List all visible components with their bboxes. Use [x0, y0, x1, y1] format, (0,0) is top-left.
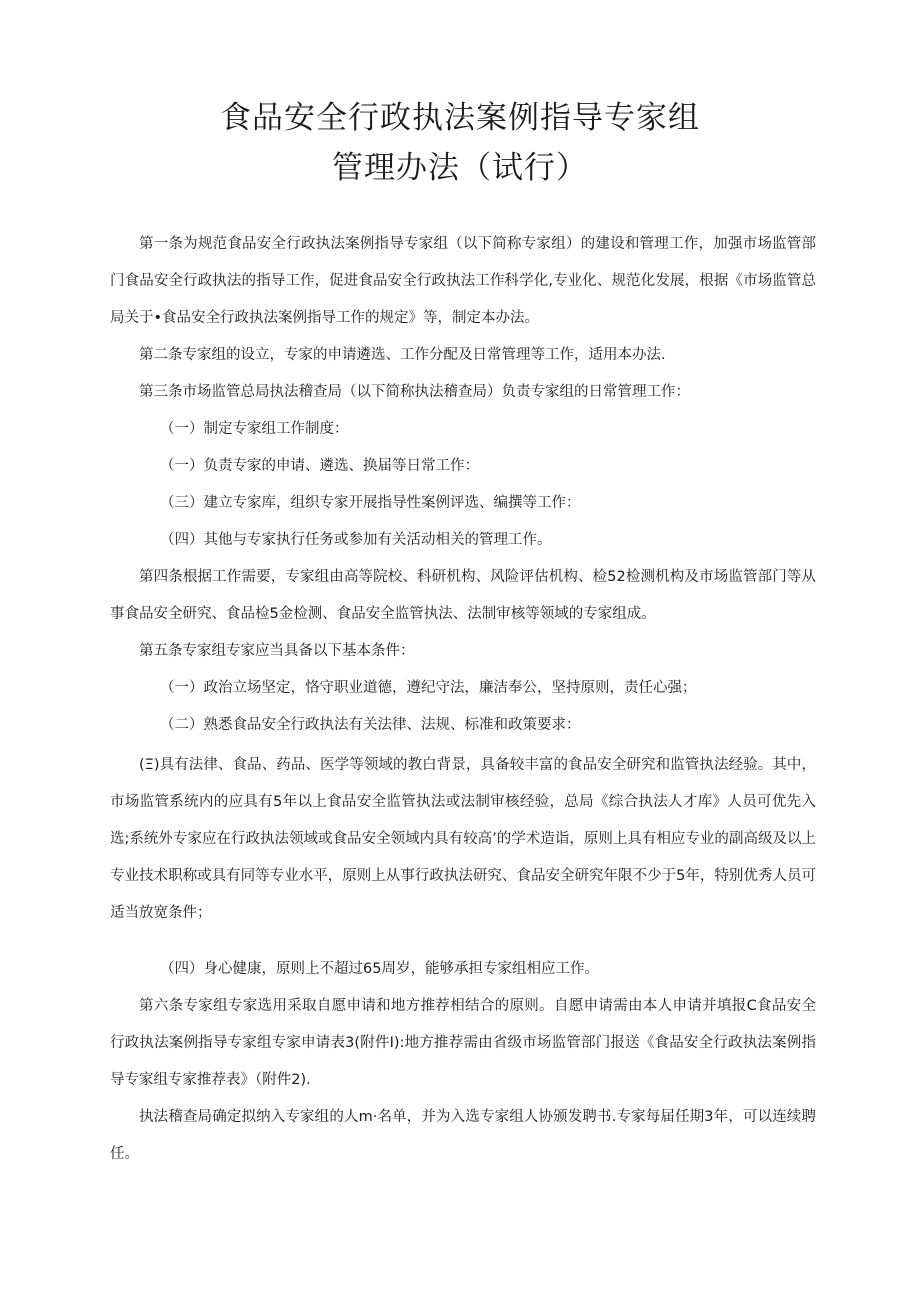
article-6-paragraph: 第六条专家组专家选用采取自愿申请和地方推荐相结合的原则。自愿申请需由本人申请并填报C食品安全行政执法案例指导专家组专家申请表3(附件I):地方推荐需由省级市场监管部门报送《食品安全行政执法案例指导专家组专家推荐表》（附件2)． [110, 998, 816, 1088]
article-5-item-3: (Ξ)具有法律、食品、药品、医学等领域的教白背景，具备较丰富的食品安全研究和监管执法经验。其中，市场监管系统内的应具有5年以上食品安全监管执法或法制审核经验，总局《综合执法人才库》人员可优先入选;系统外专家应在行政执法领域或食品安全领域内具有较高’的学术造诣，原则上具有相应专业的副高级及以上专业技术职称或具有同等专业水平，原则上从事行政执法研究、食品安全研究年限不少于5年，特别优秀人员可适当放宽条件； [110, 757, 816, 921]
article-5-paragraph: 第五条专家组专家应当具备以下基本条件： [139, 643, 415, 659]
article-5-item-2: （二）熟悉食品安全行政执法有关法律、法规、标准和政策要求： [160, 717, 581, 733]
article-3-paragraph: 第三条市场监管总局执法稽查局（以下简称执法稽查局）负责专家组的日常管理工作： [139, 384, 690, 400]
document-title-line2: 管理办法（试行） [332, 150, 588, 186]
document-title-line1: 食品安全行政执法案例指导专家组 [220, 100, 700, 136]
article-1-paragraph: 第一条为规范食品安全行政执法案例指导专家组（以下简称专家组）的建设和管理工作，加强市场监管部门食品安全行政执法的指导工作，促进食品安全行政执法工作科学化,专业化、规范化发展，根据《市场监管总局关于•食品安全行政执法案例指导工作的规定》等，制定本办法。 [110, 236, 816, 326]
article-3-item-1: （一）制定专家组工作制度： [160, 421, 349, 437]
article-2-paragraph: 第二条专家组的设立，专家的申请遴选、工作分配及日常管理等工作，适用本办法. [139, 347, 666, 363]
article-4-paragraph: 第四条根据工作需要，专家组由高等院校、科研机构、风险评估机构、检52检测机构及市场监管部门等从事食品安全研究、食品检5金检测、食品安全监管执法、法制审核等领域的专家组成。 [110, 569, 816, 622]
article-3-item-2: （一）负责专家的申请、遴选、换届等日常工作： [160, 458, 479, 474]
article-5-item-4: （四）身心健康，原则上不超过65周岁，能够承担专家组相应工作。 [160, 961, 599, 977]
article-5-item-1: （一）政治立场坚定，恪守职业道德，遵纪守法，廉洁奉公，坚持原则，责任心强； [160, 680, 697, 696]
article-6-appointment-paragraph: 执法稽查局确定拟纳入专家组的人m·名单，并为入选专家组人协颁发聘书.专家每届任期3年，可以连续聘任。 [110, 1109, 816, 1162]
article-3-item-4: （四）其他与专家执行任务或参加有关活动相关的管理工作。 [160, 532, 552, 548]
article-3-item-3: （三）建立专家库，组织专家开展指导性案例评选、编撰等工作： [160, 495, 581, 511]
